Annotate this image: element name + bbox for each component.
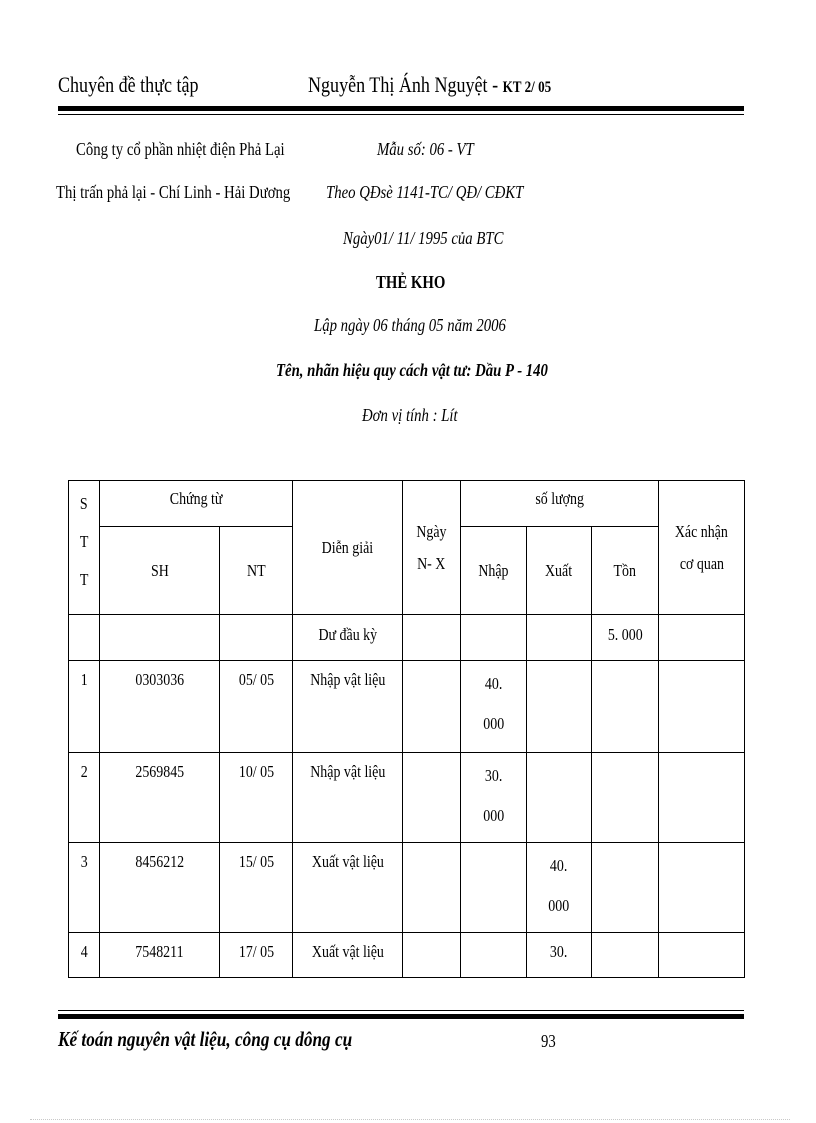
page-number: 93 — [541, 1031, 556, 1051]
table-row — [69, 843, 745, 933]
col-sh-header: SH — [100, 527, 220, 615]
row-nt: 05/ 05 — [238, 670, 274, 689]
footer-rule-thick — [58, 1014, 744, 1019]
row-stt: 4 — [80, 942, 88, 961]
stt-letter-t2: T — [79, 570, 89, 589]
col-nt-header: NT — [220, 527, 293, 615]
row-sh: 0303036 — [135, 670, 184, 689]
document-title: THẺ KHO — [376, 272, 446, 292]
table-row — [69, 661, 745, 753]
item-name: Tên, nhãn hiệu quy cách vật tư: Dầu P - 140 — [276, 360, 548, 380]
row-nhap-1: 40. — [484, 674, 503, 693]
row-dien-giai: Nhập vật liệu — [309, 762, 386, 781]
row-nt: 10/ 05 — [238, 762, 274, 781]
col-xac-nhan-header: Xác nhận cơ quan — [659, 481, 745, 615]
row-dien-giai: Xuất vật liệu — [311, 942, 384, 961]
row-nhap-1: 30. — [484, 766, 503, 785]
header-left-title: Chuyên đề thực tập — [58, 72, 199, 97]
author-name: Nguyễn Thị Ánh Nguyệt — [308, 72, 488, 97]
col-ton-header: Tồn — [592, 527, 659, 615]
col-so-luong-header: số lượng — [461, 481, 659, 527]
form-decision-date: Ngày01/ 11/ 1995 của BTC — [343, 228, 504, 248]
author-separator: - — [487, 72, 503, 97]
col-ngay-header: Ngày N- X — [403, 481, 461, 615]
header-author — [308, 72, 551, 98]
form-code: Mẫu số: 06 - VT — [377, 139, 474, 159]
row-xuat-1: 40. — [550, 856, 568, 875]
unit-of-measure: Đơn vị tính : Lít — [362, 405, 458, 425]
header-rule-thick — [58, 106, 744, 111]
row-dien-giai: Xuất vật liệu — [311, 852, 384, 871]
col-nhap-header: Nhập — [461, 527, 527, 615]
row-dien-giai: Nhập vật liệu — [309, 670, 386, 689]
stock-card-table — [68, 480, 745, 978]
col-dien-giai-header: Diễn giải — [293, 481, 403, 615]
stt-letter-s: S — [80, 494, 88, 513]
footer-rule-thin — [58, 1010, 744, 1011]
row-sh: 7548211 — [135, 942, 184, 961]
row-stt: 1 — [80, 670, 88, 689]
row-nt: 17/ 05 — [238, 942, 274, 961]
col-chung-tu-header: Chứng từ — [100, 481, 293, 527]
table-row — [69, 933, 745, 978]
header-rule-thin — [58, 114, 744, 115]
table-row-opening — [69, 615, 745, 661]
col-stt-header — [69, 481, 100, 615]
class-code: KT 2/ 05 — [502, 79, 552, 96]
form-decision: Theo QĐsè 1141-TC/ QĐ/ CĐKT — [326, 182, 524, 202]
row-stt: 2 — [80, 762, 88, 781]
table-row — [69, 753, 745, 843]
created-date: Lập ngày 06 tháng 05 năm 2006 — [314, 315, 506, 335]
opening-ton: 5. 000 — [592, 615, 659, 661]
row-nt: 15/ 05 — [238, 852, 274, 871]
page-bottom-dotted-line — [30, 1119, 790, 1120]
row-nhap-2: 000 — [483, 806, 504, 825]
col-xuat-header: Xuất — [527, 527, 592, 615]
row-nhap-2: 000 — [483, 714, 504, 733]
row-stt: 3 — [80, 852, 88, 871]
row-xuat-1: 30. — [550, 942, 568, 961]
row-sh: 2569845 — [135, 762, 184, 781]
company-name: Công ty cổ phần nhiệt điện Phả Lại — [76, 139, 285, 159]
row-sh: 8456212 — [135, 852, 184, 871]
opening-dien-giai: Dư đầu kỳ — [293, 615, 403, 661]
stt-letter-t1: T — [79, 532, 89, 551]
footer-title: Kế toán nguyên vật liệu, công cụ dông cụ — [58, 1027, 353, 1051]
company-address: Thị trấn phả lại - Chí Linh - Hải Dương — [56, 182, 291, 202]
row-xuat-2: 000 — [548, 896, 570, 915]
